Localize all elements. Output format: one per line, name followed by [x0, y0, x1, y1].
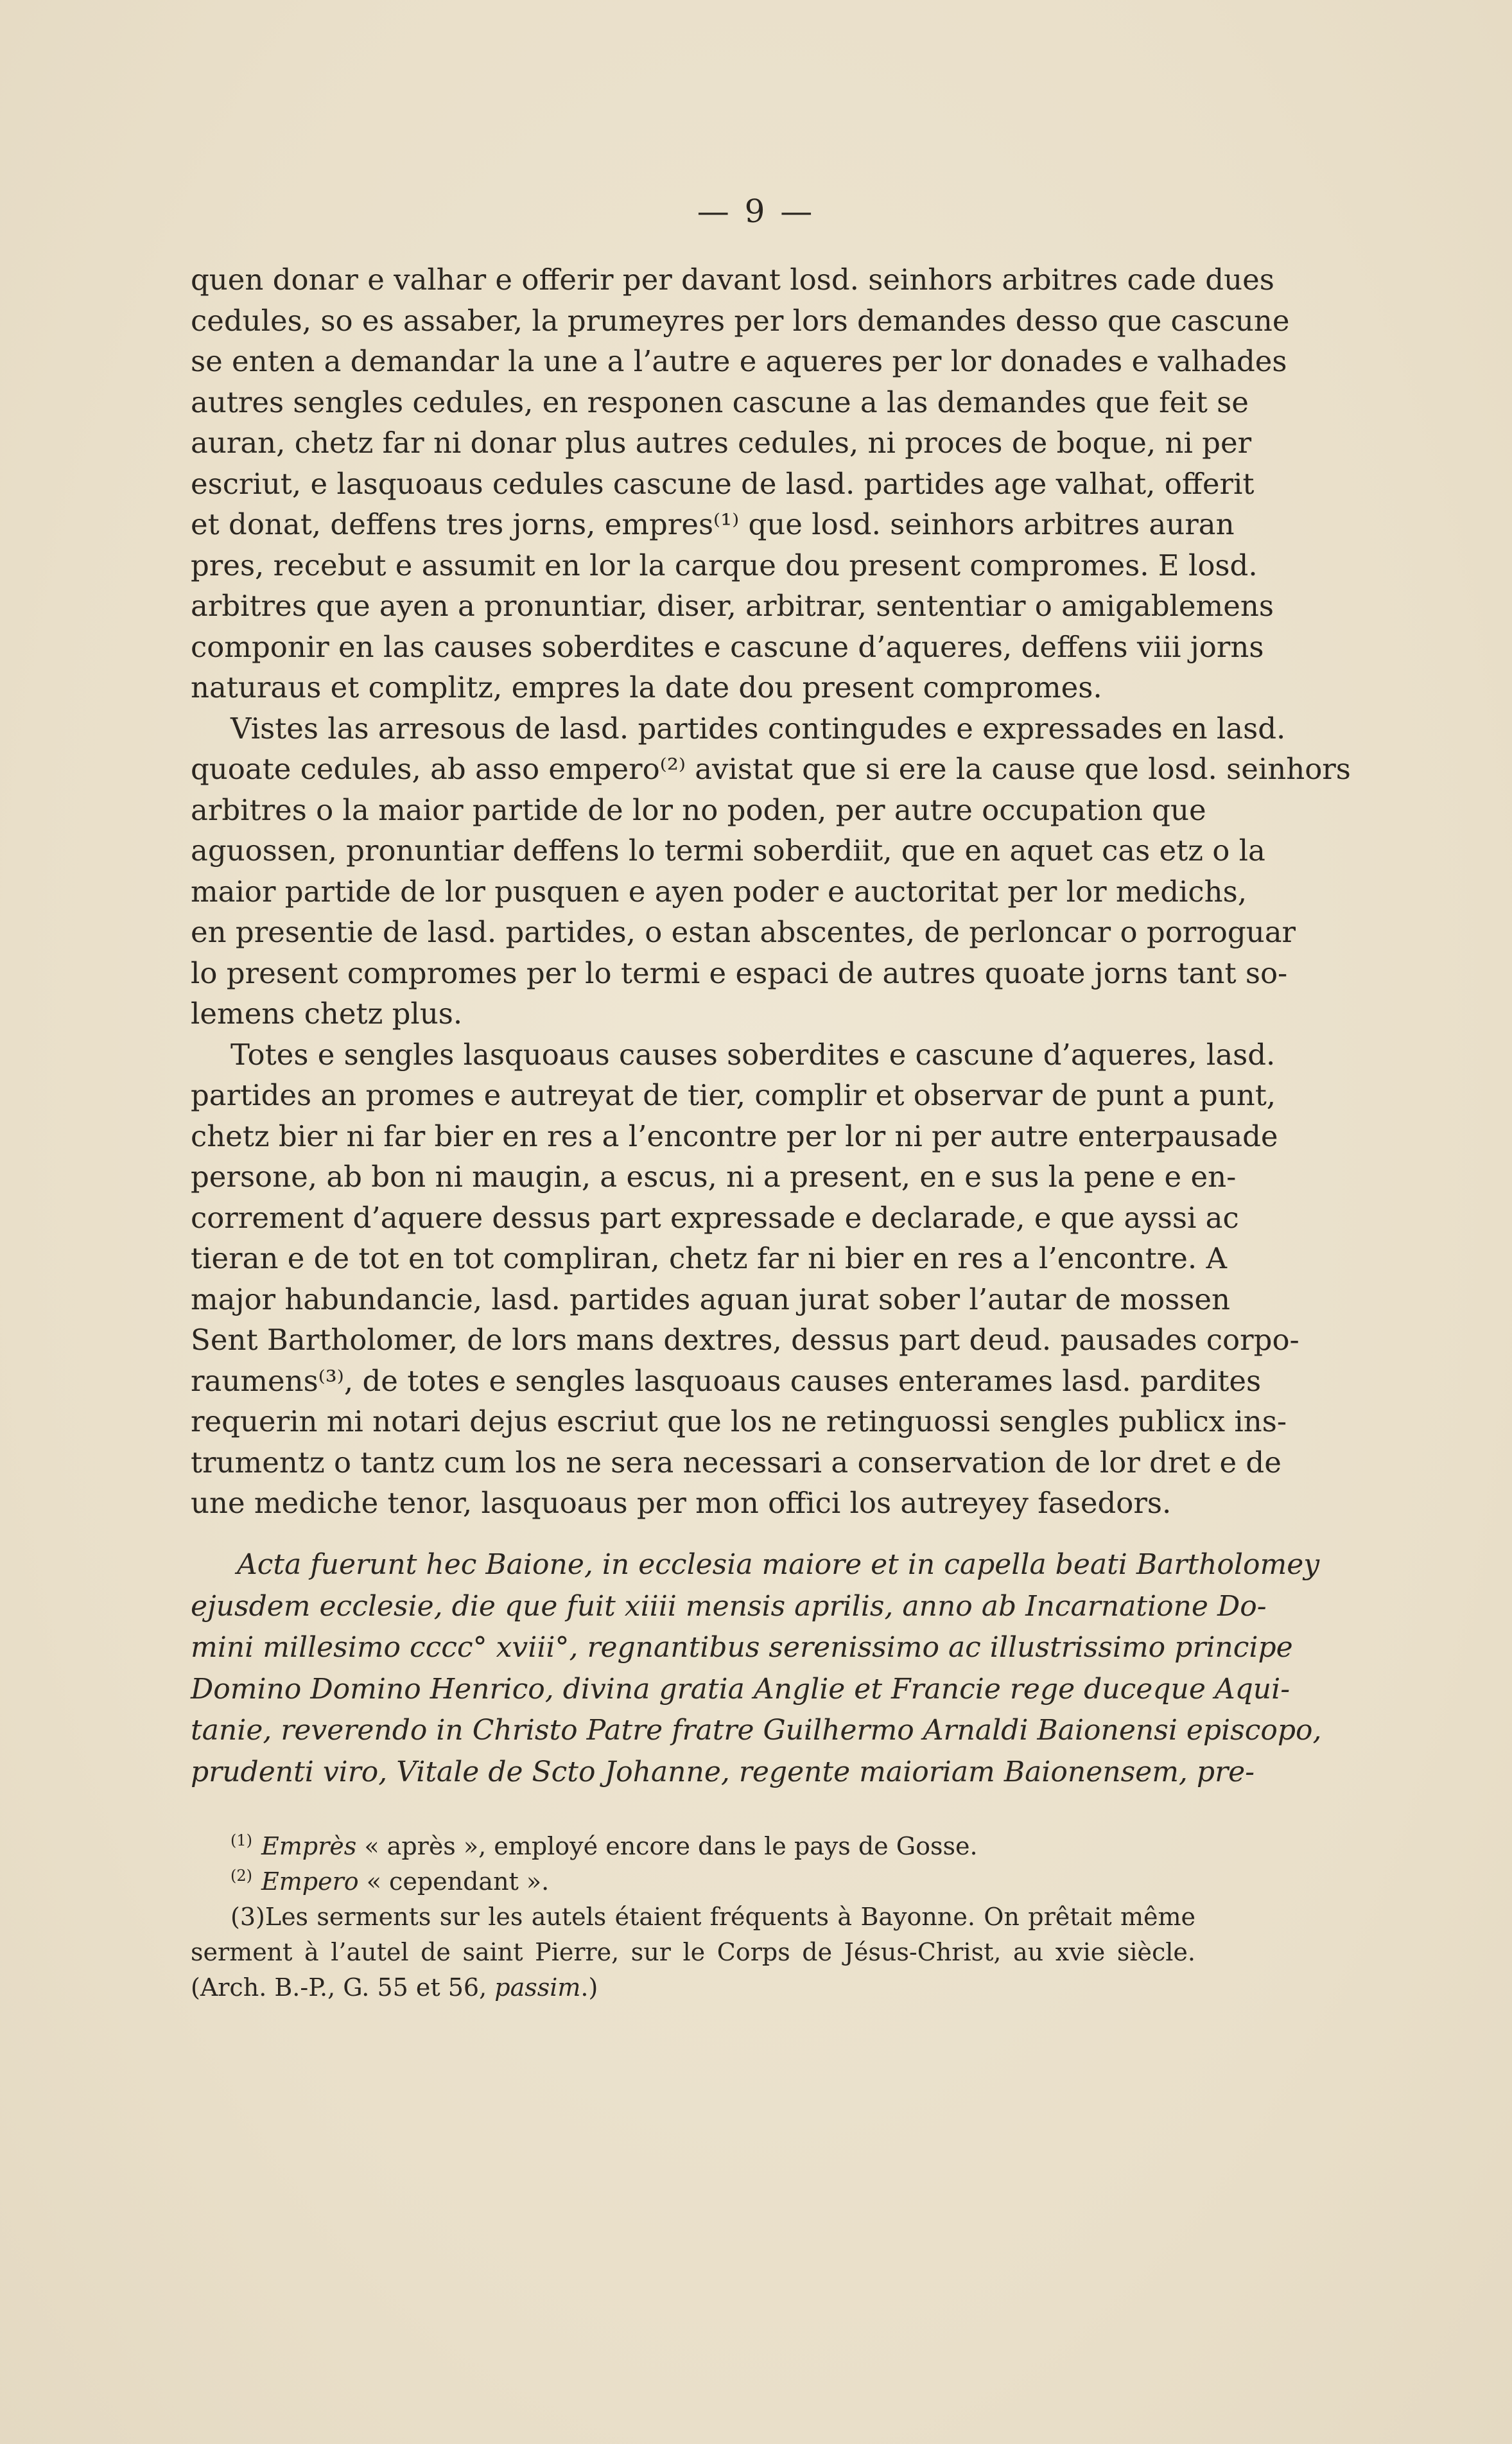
text-line: tanie, reverendo in Christo Patre fratre Guilhermo Arnaldi Baionensi episcopo,	[191, 1714, 1322, 1747]
text-line: major habundancie, lasd. partides aguan jurat sober l’autar de mossen	[191, 1282, 1230, 1316]
footnote-marker: (1)	[230, 1831, 252, 1849]
text-line: Sent Bartholomer, de lors mans dextres, dessus part deud. pausades corpo-	[191, 1323, 1299, 1357]
text-line: tieran e de tot en tot compliran, chetz far ni bier en res a l’encontre. A	[191, 1241, 1227, 1275]
latin-closing-text	[191, 1544, 1322, 1793]
text-line: prudenti viro, Vitale de Scto Johanne, regente maioriam Baionensem, pre-	[191, 1755, 1255, 1788]
text-line: Vistes las arresous de lasd. partides contingudes e expressades en lasd.	[230, 711, 1286, 746]
page-number: — 9 —	[697, 193, 815, 230]
footnote-text: « après », employé encore dans le pays de Gosse.	[356, 1832, 978, 1860]
text-line: naturaus et complitz, empres la date dou present compromes.	[191, 670, 1102, 704]
text-line: Totes e sengles lasquoaus causes soberdites e cascune d’aqueres, lasd.	[230, 1037, 1276, 1072]
footnote-1	[191, 1829, 1195, 1864]
text-line: Acta fuerunt hec Baione, in ecclesia maiore et in capella beati Bartholomey	[237, 1548, 1320, 1581]
text-line: raumens⁽³⁾, de totes e sengles lasquoaus causes enterames lasd. pardites	[191, 1363, 1262, 1398]
text-line: maior partide de lor pusquen e ayen poder e auctoritat per lor medichs,	[191, 874, 1247, 909]
footnote-line	[191, 1899, 1195, 1935]
text-line: se enten a demandar la une a l’autre e aqueres per lor donades e valhades	[191, 344, 1287, 378]
text-line: Domino Domino Henrico, divina gratia Anglie et Francie rege duceque Aqui-	[191, 1672, 1290, 1706]
text-line: persone, ab bon ni maugin, a escus, ni a present, en e sus la pene e en-	[191, 1160, 1237, 1194]
footnote-line: serment à l’autel de saint Pierre, sur le Corps de Jésus-Christ, au xvie siècle.	[191, 1938, 1195, 1966]
footnote-text: .)	[580, 1973, 598, 2002]
footnote-3	[191, 1899, 1195, 2005]
footnote-line	[191, 1970, 1195, 2005]
paragraph	[191, 708, 1351, 1034]
text-line: chetz bier ni far bier en res a l’encontre per lor ni per autre enterpausade	[191, 1119, 1278, 1153]
footnote-text: Les serments sur les autels étaient fréquents à Bayonne. On prêtait même	[265, 1903, 1195, 1931]
text-line: pres, recebut e assumit en lor la carque dou present compromes. E losd.	[191, 548, 1258, 582]
text-line: auran, chetz far ni donar plus autres cedules, ni proces de boque, ni per	[191, 426, 1252, 460]
text-line: arbitres o la maior partide de lor no poden, per autre occupation que	[191, 792, 1206, 827]
footnote-term: passim	[494, 1973, 581, 2002]
text-line: quen donar e valhar e offerir per davant losd. seinhors arbitres cade dues	[191, 263, 1274, 297]
paragraph	[191, 259, 1290, 708]
body-text	[191, 259, 1351, 1524]
text-line: mini millesimo cccc° xviii°, regnantibus serenissimo ac illustrissimo principe	[191, 1631, 1293, 1664]
paragraph	[191, 1034, 1299, 1524]
footnote-text: (Arch. B.-P., G. 55 et 56,	[191, 1973, 495, 2002]
text-line: en presentie de lasd. partides, o estan abscentes, de perloncar o porroguar	[191, 915, 1296, 949]
text-line: trumentz o tantz cum los ne sera necessari a conservation de lor dret e de	[191, 1445, 1282, 1479]
footnote-term: Empero	[261, 1867, 359, 1896]
text-line: et donat, deffens tres jorns, empres⁽¹⁾ que losd. seinhors arbitres auran	[191, 507, 1235, 541]
text-line: aguossen, pronuntiar deffens lo termi soberdiit, que en aquet cas etz o la	[191, 834, 1265, 868]
text-line: arbitres que ayen a pronuntiar, diser, arbitrar, sententiar o amigablemens	[191, 589, 1274, 623]
footnote-term: Emprès	[261, 1832, 357, 1860]
footnote-marker: (2)	[230, 1867, 252, 1885]
text-line: une mediche tenor, lasquoaus per mon offici los autreyey fasedors.	[191, 1486, 1172, 1520]
footnote-2	[191, 1864, 1195, 1899]
text-line: escriut, e lasquoaus cedules cascune de lasd. partides age valhat, offerit	[191, 466, 1255, 501]
footnotes	[191, 1829, 1195, 2005]
text-line: lemens chetz plus.	[191, 997, 463, 1031]
text-line: lo present compromes per lo termi e espaci de autres quoate jorns tant so-	[191, 956, 1288, 990]
text-line: autres sengles cedules, en responen cascune a las demandes que feit se	[191, 385, 1249, 419]
text-line: requerin mi notari dejus escriut que los ne retinguossi sengles publicx ins-	[191, 1404, 1287, 1438]
text-line: partides an promes e autreyat de tier, complir et observar de punt a punt,	[191, 1078, 1276, 1112]
footnote-text: « cependant ».	[358, 1867, 550, 1896]
text-line: correment d’aquere dessus part expressade e declarade, e que ayssi ac	[191, 1200, 1239, 1235]
text-line: quoate cedules, ab asso empero⁽²⁾ avistat que si ere la cause que losd. seinhors	[191, 752, 1351, 786]
text-line: ejusdem ecclesie, die que fuit xiiii mensis aprilis, anno ab Incarnatione Do-	[191, 1589, 1267, 1623]
text-line: componir en las causes soberdites e cascune d’aqueres, deffens viii jorns	[191, 629, 1264, 664]
text-line: cedules, so es assaber, la prumeyres per lors demandes desso que cascune	[191, 303, 1290, 338]
footnote-marker: (3)	[230, 1903, 265, 1931]
